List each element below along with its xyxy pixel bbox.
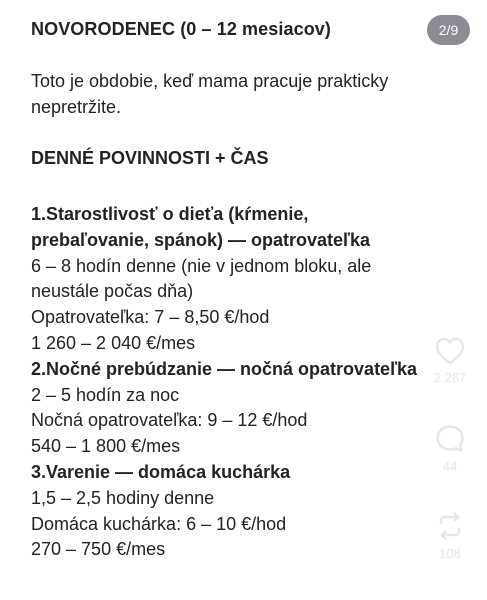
item-3-rate: Domáca kuchárka: 6 – 10 €/hod xyxy=(31,513,287,534)
item-1-rate: Opatrovateľka: 7 – 8,50 €/hod xyxy=(31,307,270,328)
item-1-heading-line-1: 1.Starostlivosť o dieťa (kŕmenie, xyxy=(31,204,309,224)
item-2-heading: 2.Nočné prebúdzanie — nočná opatrovateľka xyxy=(31,358,418,379)
comment-bubble-icon xyxy=(434,423,466,455)
duties-list xyxy=(31,202,451,563)
page-counter-badge: 2/9 xyxy=(427,15,470,45)
item-1-hours-cont: neustále počas dňa) xyxy=(31,281,194,302)
like-count: 2 287 xyxy=(433,370,467,385)
section-heading: DENNÉ POVINNOSTI + ČAS xyxy=(31,148,269,168)
item-2-monthly: 540 – 1 800 €/mes xyxy=(31,436,181,457)
repost-button[interactable] xyxy=(425,510,475,561)
comment-button[interactable] xyxy=(425,423,475,474)
like-button[interactable] xyxy=(425,336,475,385)
intro-text: Toto je obdobie, keď mama pracuje prakticky nepretržite. xyxy=(31,71,389,117)
item-1-heading-line-2: prebaľovanie, spánok) — opatrovateľka xyxy=(31,229,370,250)
item-1-hours: 6 – 8 hodín denne (nie v jednom bloku, ale xyxy=(31,255,372,276)
item-1-monthly: 1 260 – 2 040 €/mes xyxy=(31,332,196,353)
post-title: NOVORODENEC (0 – 12 mesiacov) xyxy=(31,19,332,39)
item-3-hours: 1,5 – 2,5 hodiny denne xyxy=(31,487,215,508)
item-3-heading: 3.Varenie — domáca kuchárka xyxy=(31,461,291,482)
repost-count: 108 xyxy=(439,546,461,561)
item-3-monthly: 270 – 750 €/mes xyxy=(31,539,166,560)
item-2-rate: Nočná opatrovateľka: 9 – 12 €/hod xyxy=(31,410,308,431)
heart-icon xyxy=(434,336,466,366)
repost-icon xyxy=(434,510,466,542)
item-2-hours: 2 – 5 hodín za noc xyxy=(31,384,180,405)
comment-count: 44 xyxy=(442,459,458,474)
